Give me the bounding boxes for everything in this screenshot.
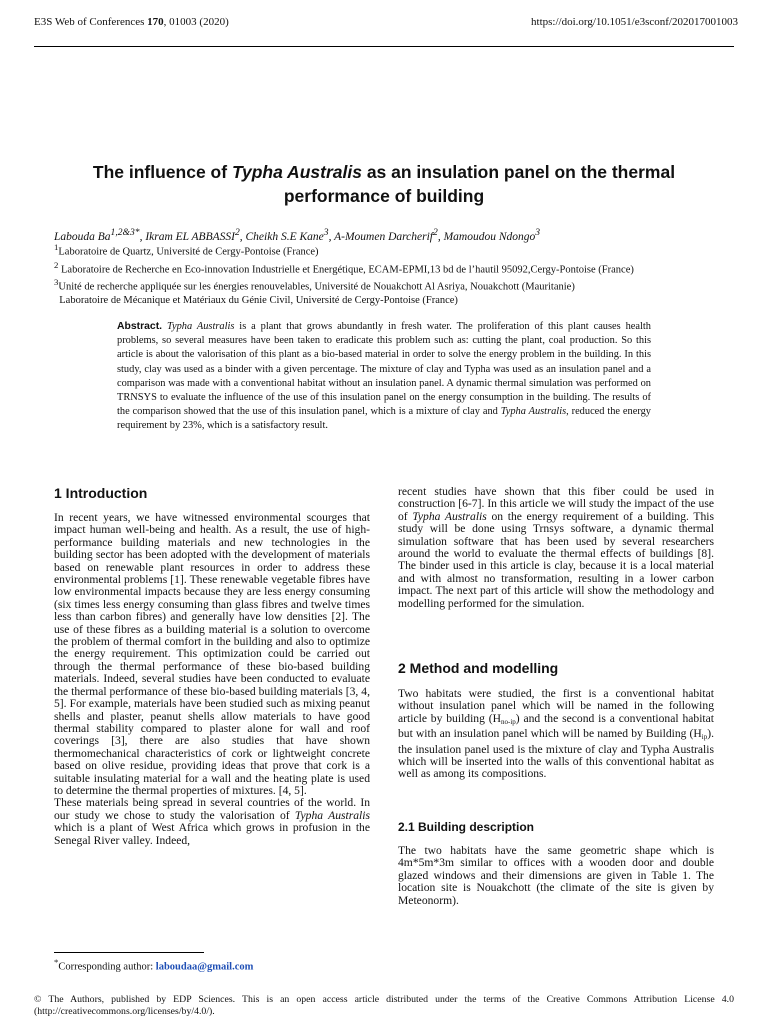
paragraph: Two habitats were studied, the first is a conventional habitat without insulation panel which will be named in the following article by building $(H_{no-ip})$ and the second is a conventional habitat but with an insulation panel which will be named by Building $(H_{ip})$. the insulation panel used is the mixture of clay and Typha Australis which will be inserted into the walls of this conventional habitat as well as among its compositions.: [398, 687, 714, 781]
abstract: Abstract. Typha Australis is a plant that grows abundantly in fresh water. The proliferation of this plant causes health problems, so several measures have been taken to eradicate this problem such as: cutting the plant, coal production. So this article is about the valorisation of this plant as a bio-based material in order to solve the energy problem in the building. In this study, clay was used as a binder with a given percentage. The mixture of clay and Typha was used as an insulation panel and a comparison was made with a conventional habitat without an insulation panel. A dynamic thermal simulation was performed on TRNSYS to evaluate the influence of the use of this insulation panel on the energy consumption in the building. The results of the comparison showed that the use of this insulation panel, which is a mixture of clay and Typha Australis, reduced the energy requirement by 23%, which is a satisfactory result.: [117, 321, 651, 432]
section-heading-introduction: 1 Introduction: [54, 485, 148, 501]
building-description-body: [398, 845, 714, 907]
paragraph: The two habitats have the same geometric shape which is 4m*5m*3m similar to offices with a wooden door and double glazed windows and their dimensions are given in Table 1. The location site is Nouakchott (the climate of the site is given by Meteonorm).: [398, 844, 714, 907]
affiliation-2: $^2$ Laboratoire de Recherche en Eco-innovation Industrielle et Energétique, ECAM-EPMI,13 bd de l’hautil 95092,Cergy-Pontoise (France): [54, 259, 634, 275]
introduction-continued: [398, 486, 714, 610]
method-body: [398, 688, 714, 781]
corresponding-author-footnote: *Corresponding author: laboudaa@gmail.com: [54, 957, 254, 973]
paper-title: The influence of Typha Australis as an insulation panel on the thermal performance of building: [92, 162, 676, 206]
affiliation-3: $^3$Unité de recherche appliquée sur les énergies renouvelables, Université de Nouakchott Al Asriya, Nouakchott (Mauritanie): [54, 277, 575, 293]
paragraph: In recent years, we have witnessed environmental scourges that impact human well-being and health. As a result, the use of high-performance building materials and new technologies in the building sector has been adopted with the development of materials based on renewable plant resources in order to address these environmental problems [1]. These renewable vegetable fibres have low environmental impacts because they are less energy consuming (six times less energy consuming than glass fibres and twelve times less than carbon fibres) and generally have low densities [2]. The use of these fibres as a building material is a solution to overcome the problem of thermal comfort in the building and also to optimize the energy requirement. This optimization could be carried out through the thermal performance of these bio-based building materials. Indeed, several studies have been conducted to evaluate the thermal performance of these bio-based building materials [3, 4, 5]. For example, materials have been studied such as mixing peanut shells and plaster, peanut shells allow materials to have good thermal stability compared to plaster alone for wall and roof coverings [3], there are also studies that have shown thermomechanical characteristics of cork or lightweight concrete based on olive residue, providing ideas that prove that cork is a suitable insulating material for a wall and the heating plate is used to determine the thermal properties of mixtures. [4, 5].: [54, 511, 370, 797]
author-email-link[interactable]: laboudaa@gmail.com: [155, 961, 254, 973]
affiliation-4: Laboratoire de Mécanique et Matériaux du Génie Civil, Université de Cergy-Pontoise (France): [54, 294, 458, 306]
license-notice: © The Authors, published by EDP Sciences. This is an open access article distributed under the terms of the Creative Commons Attribution License 4.0 (http://creativecommons.org/licenses/by/4.0/).: [34, 994, 734, 1017]
affiliation-1: $^1$Laboratoire de Quartz, Université de Cergy-Pontoise (France): [54, 242, 319, 258]
abstract-label: Abstract.: [117, 321, 163, 332]
journal-citation: E3S Web of Conferences 170, 01003 (2020): [34, 16, 229, 28]
affiliations: [54, 241, 744, 307]
title-species: Typha Australis: [231, 162, 362, 182]
introduction-body: [54, 512, 370, 847]
doi-link[interactable]: https://doi.org/10.1051/e3sconf/202017001003: [531, 16, 738, 28]
paragraph: These materials being spread in several countries of the world. In our study we chose to study the valorisation of Typha Australis which is a plant of West Africa which grows in profusion in the Senegal River valley. Indeed,: [54, 796, 371, 847]
paragraph: recent studies have shown that this fiber could be used in construction [6-7]. In this article we will study the impact of the use of Typha Australis on the energy requirement of a building. This study will be done using Trnsys software, a dynamic thermal simulation software that has been used by several researchers around the world to evaluate the thermal effects of buildings [8]. The binder used in this article is clay, because it is a local material and with almost no transformation, resulting in a lower carbon impact. The next part of this article will show the methodology and modelling performed for the simulation.: [398, 485, 714, 610]
section-heading-method: 2 Method and modelling: [398, 660, 559, 676]
header-rule: [34, 46, 734, 47]
footnote-rule: [54, 952, 204, 953]
volume-number: 170: [147, 16, 164, 28]
author-list: Labouda $Ba^{1,2\&3*}$, Ikram EL ABBASSI$^2$, Cheikh S.E Kane$^3$, A-Moumen Darcherif$^2$, Mamoudou Ndongo$^3$: [54, 227, 541, 243]
subsection-heading-building: 2.1 Building description: [398, 820, 535, 834]
